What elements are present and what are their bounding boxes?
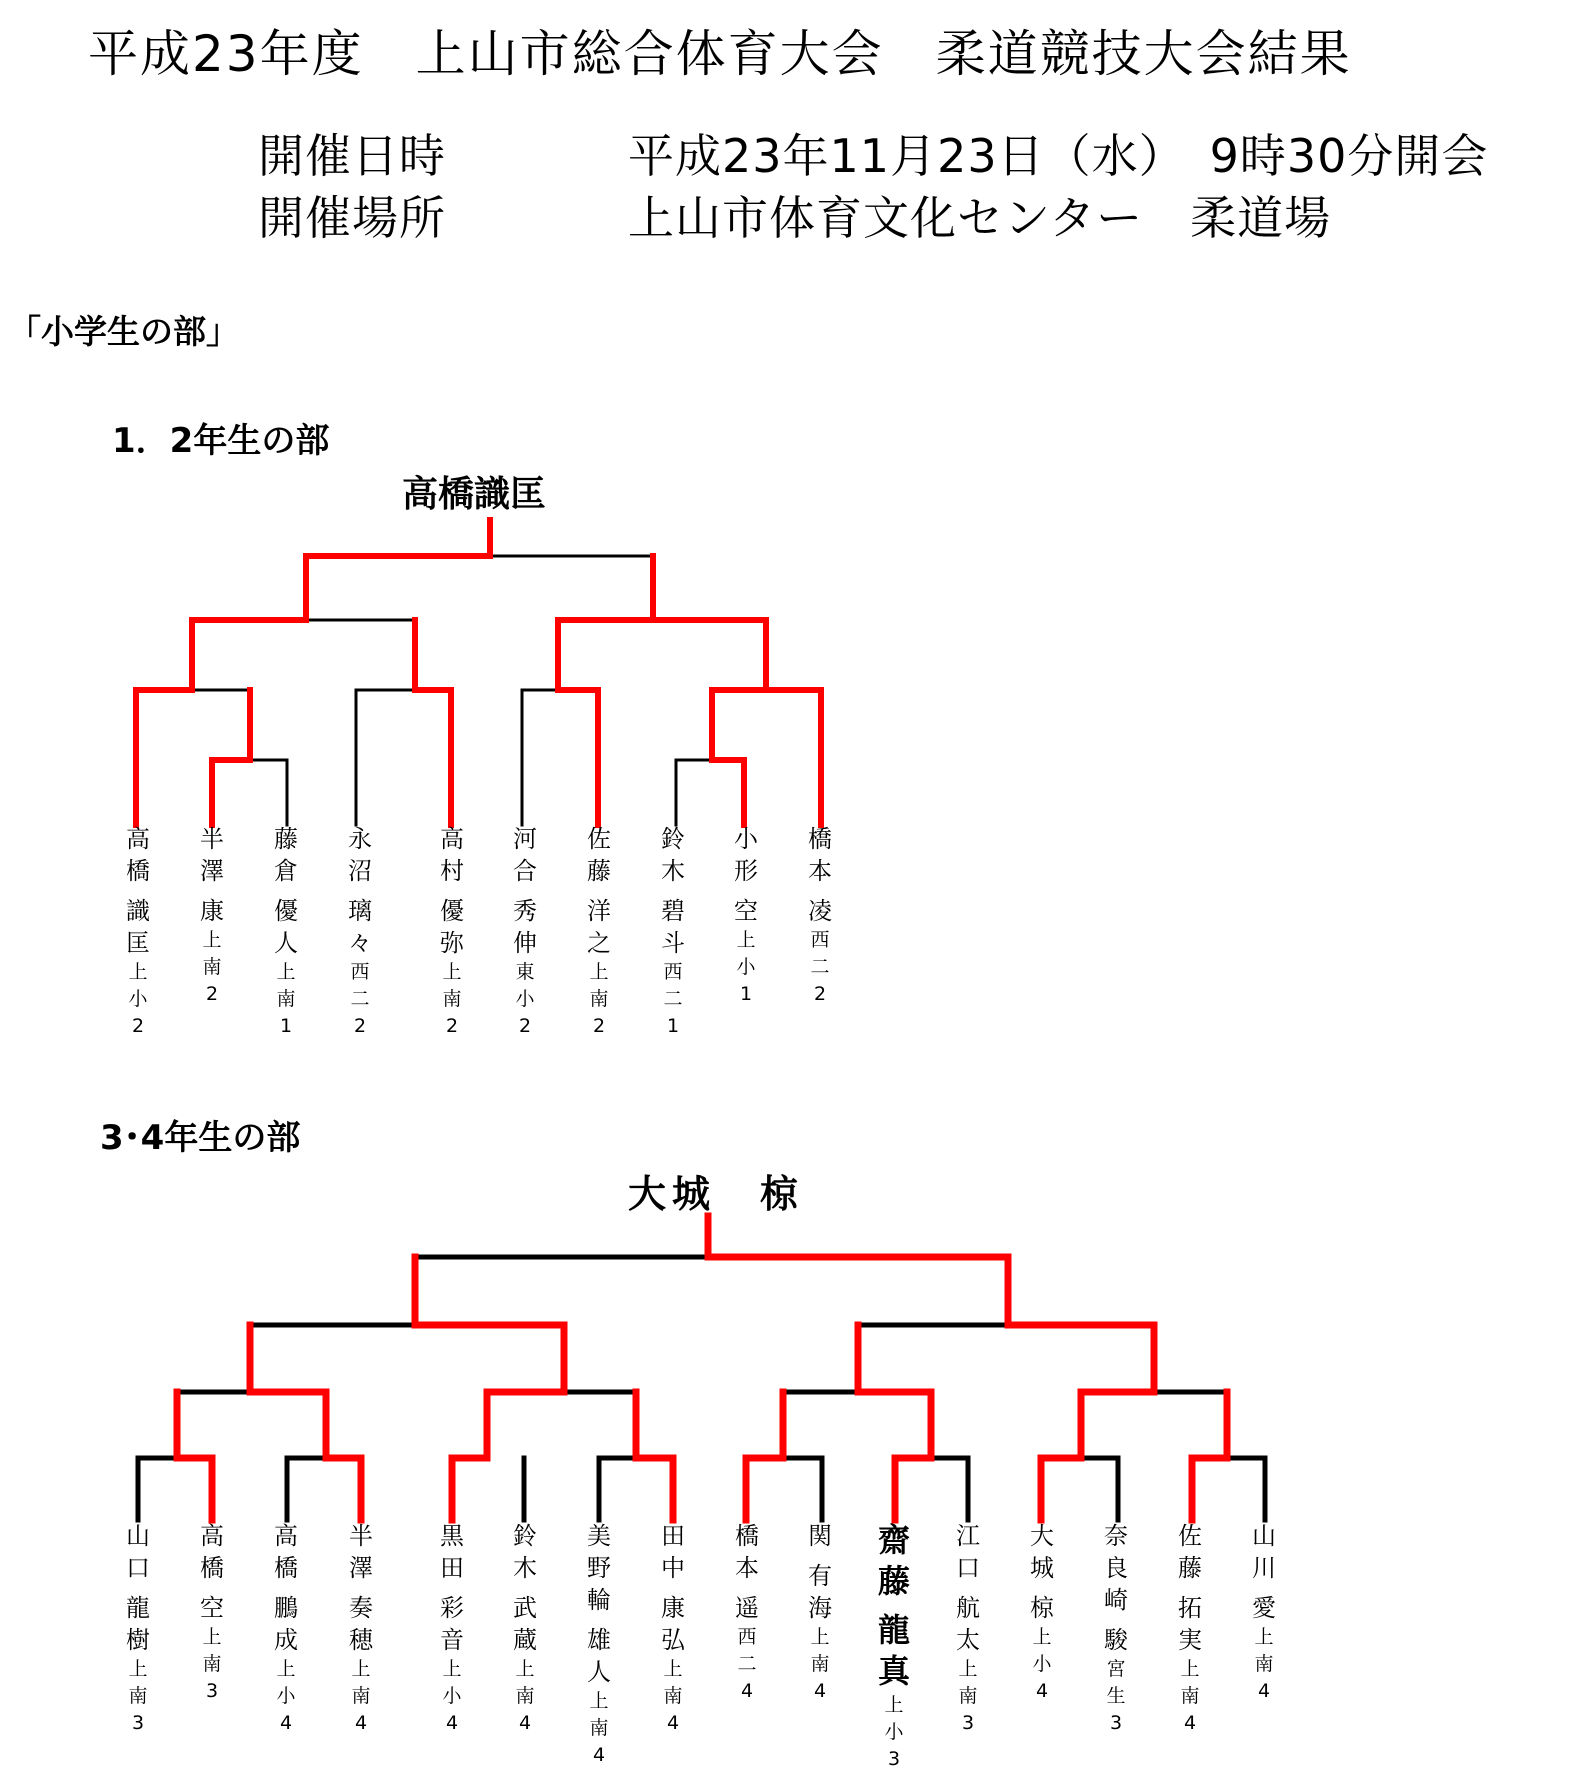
grade34-school-char: 上 xyxy=(589,1690,609,1712)
grade34-winner: 大城 椋 xyxy=(628,1172,805,1216)
grade12-school-char: 小 xyxy=(736,956,756,978)
grade34-name-char: 齋 xyxy=(877,1521,910,1559)
grade34-school-char: 南 xyxy=(663,1685,683,1707)
grade12-name-char: 空 xyxy=(734,897,758,925)
grade34-name-char: 真 xyxy=(877,1652,910,1690)
page-title: 平成23年度 上山市総合体育大会 柔道競技大会結果 xyxy=(88,25,1352,83)
grade34-name-char: 鈴 xyxy=(513,1522,537,1550)
grade34-school-char: 3 xyxy=(887,1748,901,1770)
bracket-line-22 xyxy=(1192,1392,1227,1520)
grade34-school-char: 上 xyxy=(663,1658,683,1680)
grade12-name-char: 藤 xyxy=(274,825,298,853)
grade34-school-char: 南 xyxy=(351,1685,371,1707)
grade12-school-char: 南 xyxy=(202,956,222,978)
grade12-name-char: 橋 xyxy=(808,825,832,853)
grade12-name-char: 璃 xyxy=(348,897,372,925)
grade34-name-char: 口 xyxy=(126,1554,150,1582)
grade34-player xyxy=(1012,1520,1072,1705)
bracket-line-3 xyxy=(599,1458,642,1520)
grade34-school-char: 3 xyxy=(1109,1712,1123,1734)
grade34-name-char: 穂 xyxy=(349,1626,373,1654)
grade34-name-char: 山 xyxy=(126,1522,150,1550)
grade12-school-char: 2 xyxy=(205,983,219,1005)
grade12-school-char: 1 xyxy=(666,1015,680,1037)
grade34-school-char: 二 xyxy=(737,1653,757,1675)
grade12-name-char: 之 xyxy=(587,929,611,957)
grade34-name-char: 奏 xyxy=(349,1594,373,1622)
grade12-school-char: 2 xyxy=(353,1015,367,1037)
grade34-name-char: 椋 xyxy=(1030,1594,1054,1622)
grade34-name-char: 愛 xyxy=(1252,1594,1276,1622)
grade12-name-char: 々 xyxy=(348,929,372,957)
bracket-line-14 xyxy=(1227,1458,1265,1520)
grade12-name-char: 村 xyxy=(440,857,464,885)
grade12-name-char: 橋 xyxy=(126,857,150,885)
grade12-name-char: 藤 xyxy=(587,857,611,885)
grade12-school-char: 南 xyxy=(442,988,462,1010)
grade34-name-char: 口 xyxy=(956,1554,980,1582)
grade34-name-gap xyxy=(331,1584,391,1592)
grade34-name-char: 本 xyxy=(735,1554,759,1582)
grade34-player xyxy=(331,1520,391,1737)
grade34-school-char: 4 xyxy=(279,1712,293,1734)
grade34-school-char: 上 xyxy=(1254,1626,1274,1648)
grade34-name-char: 山 xyxy=(1252,1522,1276,1550)
grade12-name-char: 人 xyxy=(274,929,298,957)
grade34-name-char: 木 xyxy=(513,1554,537,1582)
grade12-school-char: 上 xyxy=(589,961,609,983)
grade34-name-gap xyxy=(717,1584,777,1592)
bracket-line-16 xyxy=(250,1325,361,1520)
grade34-name-char: 関 xyxy=(808,1522,832,1550)
grade34-name-gap xyxy=(182,1584,242,1592)
grade34-name-char: 田 xyxy=(440,1554,464,1582)
grade34-school-char: 南 xyxy=(202,1653,222,1675)
grade34-heading: 3･4年生の部 xyxy=(100,1118,301,1158)
venue-label: 開催場所 xyxy=(258,191,446,245)
grade34-school-char: 小 xyxy=(276,1685,296,1707)
grade34-player xyxy=(108,1520,168,1737)
date-value: 平成23年11月23日（水） 9時30分開会 xyxy=(628,129,1489,183)
grade34-name-char: 美 xyxy=(587,1522,611,1550)
grade34-school-char: 南 xyxy=(128,1685,148,1707)
grade34-school-char: 上 xyxy=(958,1658,978,1680)
grade34-school-char: 3 xyxy=(961,1712,975,1734)
grade12-name-char: 秀 xyxy=(513,897,537,925)
grade34-school-char: 南 xyxy=(1180,1685,1200,1707)
grade34-school-char: 3 xyxy=(205,1680,219,1702)
grade34-name-char: 藤 xyxy=(1178,1554,1202,1582)
grade34-player xyxy=(569,1520,629,1769)
bracket-line-0 xyxy=(138,1458,177,1520)
grade12-name-char: 弥 xyxy=(440,929,464,957)
grade34-school-char: 小 xyxy=(442,1685,462,1707)
bracket-line-5 xyxy=(931,1458,968,1520)
grade12-school-char: 上 xyxy=(276,961,296,983)
grade12-heading: 1．2年生の部 xyxy=(112,421,330,461)
grade34-school-char: 上 xyxy=(442,1658,462,1680)
grade34-name-char: 遥 xyxy=(735,1594,759,1622)
grade34-school-char: 4 xyxy=(518,1712,532,1734)
grade34-player xyxy=(422,1520,482,1737)
grade34-name-gap xyxy=(938,1584,998,1592)
grade12-school-char: 二 xyxy=(350,988,370,1010)
grade34-name-char: 拓 xyxy=(1178,1594,1202,1622)
bracket-line-21 xyxy=(708,1216,1154,1520)
grade34-name-char: 良 xyxy=(1104,1554,1128,1582)
grade12-name-char: 識 xyxy=(126,897,150,925)
grade12-name-char: 佐 xyxy=(587,825,611,853)
grade34-school-char: 4 xyxy=(354,1712,368,1734)
grade34-name-char: 橋 xyxy=(735,1522,759,1550)
grade12-winner: 高橋識匡 xyxy=(402,474,547,515)
grade34-name-gap xyxy=(569,1616,629,1624)
grade34-name-char: 音 xyxy=(440,1626,464,1654)
grade12-school-char: 南 xyxy=(589,988,609,1010)
grade34-name-char: 康 xyxy=(661,1594,685,1622)
grade34-name-char: 武 xyxy=(513,1594,537,1622)
grade34-player xyxy=(717,1520,777,1705)
grade34-player xyxy=(938,1520,998,1737)
grade12-name-char: 斗 xyxy=(661,929,685,957)
grade34-school-char: 上 xyxy=(810,1626,830,1648)
grade34-school-char: 4 xyxy=(445,1712,459,1734)
grade34-name-char: 龍 xyxy=(877,1611,910,1649)
grade12-name-char: 高 xyxy=(126,825,150,853)
grade34-school-char: 4 xyxy=(1183,1712,1197,1734)
grade34-school-char: 上 xyxy=(276,1658,296,1680)
grade34-school-char: 宮 xyxy=(1106,1658,1126,1680)
grade12-school-char: 1 xyxy=(739,983,753,1005)
grade34-name-char: 雄 xyxy=(587,1626,611,1654)
grade12-school-char: 2 xyxy=(518,1015,532,1037)
grade34-name-char: 高 xyxy=(274,1522,298,1550)
grade12-school-char: 上 xyxy=(736,929,756,951)
grade34-school-char: 西 xyxy=(737,1626,757,1648)
grade34-name-char: 蔵 xyxy=(513,1626,537,1654)
grade12-school-char: 二 xyxy=(663,988,683,1010)
grade34-name-gap xyxy=(864,1602,924,1610)
grade12-name-char: 優 xyxy=(440,897,464,925)
grade34-name-char: 実 xyxy=(1178,1626,1202,1654)
grade34-name-char: 黒 xyxy=(440,1522,464,1550)
bracket-line-20 xyxy=(858,1325,931,1520)
grade12-school-char: 2 xyxy=(813,983,827,1005)
grade12-name-char: 木 xyxy=(661,857,685,885)
grade12-name-char: 凌 xyxy=(808,897,832,925)
bracket-line-13 xyxy=(1081,1458,1118,1520)
bracket-line-18 xyxy=(636,1392,673,1520)
grade34-player xyxy=(790,1520,850,1705)
grade34-school-char: 4 xyxy=(1035,1680,1049,1702)
grade34-name-char: 崎 xyxy=(1104,1586,1128,1614)
grade12-school-char: 小 xyxy=(128,988,148,1010)
grade12-name-char: 高 xyxy=(440,825,464,853)
grade34-school-char: 上 xyxy=(351,1658,371,1680)
grade34-school-char: 生 xyxy=(1106,1685,1126,1707)
grade34-player xyxy=(864,1520,924,1773)
grade34-name-char: 航 xyxy=(956,1594,980,1622)
grade34-school-char: 3 xyxy=(131,1712,145,1734)
grade34-name-char: 太 xyxy=(956,1626,980,1654)
grade34-name-gap xyxy=(1086,1616,1146,1624)
grade12-school-char: 西 xyxy=(663,961,683,983)
grade34-name-char: 成 xyxy=(274,1626,298,1654)
grade34-name-char: 藤 xyxy=(877,1562,910,1600)
grade34-school-char: 南 xyxy=(589,1717,609,1739)
grade34-name-char: 澤 xyxy=(349,1554,373,1582)
grade12-school-char: 2 xyxy=(131,1015,145,1037)
grade34-name-char: 高 xyxy=(200,1522,224,1550)
grade34-name-char: 奈 xyxy=(1104,1522,1128,1550)
grade34-player xyxy=(1086,1520,1146,1737)
grade12-name-char: 康 xyxy=(200,897,224,925)
grade34-name-char: 川 xyxy=(1252,1554,1276,1582)
grade34-school-char: 上 xyxy=(884,1694,904,1716)
grade34-name-char: 弘 xyxy=(661,1626,685,1654)
grade12-name-char: 形 xyxy=(734,857,758,885)
grade34-name-gap xyxy=(108,1584,168,1592)
grade34-player xyxy=(182,1520,242,1705)
grade34-name-char: 輪 xyxy=(587,1586,611,1614)
grade12-name-char: 合 xyxy=(513,857,537,885)
grade34-school-char: 4 xyxy=(813,1680,827,1702)
grade34-player xyxy=(256,1520,316,1737)
grade12-name-char: 洋 xyxy=(587,897,611,925)
grade34-school-char: 上 xyxy=(1180,1658,1200,1680)
venue-value: 上山市体育文化センター 柔道場 xyxy=(628,191,1332,245)
grade34-name-gap xyxy=(1160,1584,1220,1592)
bracket-line-1 xyxy=(287,1458,326,1520)
grade12-school-char: 上 xyxy=(202,929,222,951)
grade34-name-char: 橋 xyxy=(200,1554,224,1582)
grade34-school-char: 上 xyxy=(128,1658,148,1680)
grade12-name-char: 伸 xyxy=(513,929,537,957)
grade34-name-gap xyxy=(422,1584,482,1592)
grade34-name-char: 城 xyxy=(1030,1554,1054,1582)
grade34-school-char: 4 xyxy=(592,1744,606,1766)
grade34-name-char: 人 xyxy=(587,1658,611,1686)
grade34-name-gap xyxy=(1012,1584,1072,1592)
grade12-name-char: 本 xyxy=(808,857,832,885)
grade12-school-char: 2 xyxy=(592,1015,606,1037)
grade12-school-char: 西 xyxy=(810,929,830,951)
grade34-name-char: 有 xyxy=(808,1562,832,1590)
grade34-name-char: 海 xyxy=(808,1594,832,1622)
grade34-name-gap xyxy=(1234,1584,1294,1592)
grade12-name-char: 河 xyxy=(513,825,537,853)
grade12-school-char: 上 xyxy=(442,961,462,983)
grade12-name-char: 澤 xyxy=(200,857,224,885)
bracket-line-17 xyxy=(415,1257,564,1520)
grade12-name-char: 碧 xyxy=(661,897,685,925)
grade12-name-char: 小 xyxy=(734,825,758,853)
grade34-name-char: 彩 xyxy=(440,1594,464,1622)
grade34-player xyxy=(643,1520,703,1737)
grade12-name-char: 倉 xyxy=(274,857,298,885)
grade12-school-char: 2 xyxy=(445,1015,459,1037)
grade34-name-char: 野 xyxy=(587,1554,611,1582)
grade12-school-char: 西 xyxy=(350,961,370,983)
grade34-name-char: 鵬 xyxy=(274,1594,298,1622)
section-title: 「小学生の部」 xyxy=(8,312,239,351)
grade34-name-char: 半 xyxy=(349,1522,373,1550)
grade12-school-char: 1 xyxy=(279,1015,293,1037)
grade34-school-char: 4 xyxy=(740,1680,754,1702)
grade12-school-char: 小 xyxy=(515,988,535,1010)
grade34-school-char: 上 xyxy=(1032,1626,1052,1648)
grade34-school-char: 南 xyxy=(515,1685,535,1707)
bracket-line-4 xyxy=(783,1458,822,1520)
grade34-name-char: 橋 xyxy=(274,1554,298,1582)
grade34-school-char: 4 xyxy=(666,1712,680,1734)
grade12-school-char: 東 xyxy=(515,961,535,983)
grade12-name-char: 沼 xyxy=(348,857,372,885)
grade34-school-char: 上 xyxy=(202,1626,222,1648)
grade12-name-char: 優 xyxy=(274,897,298,925)
date-label: 開催日時 xyxy=(258,129,446,183)
grade12-name-char: 鈴 xyxy=(661,825,685,853)
grade12-school-char: 二 xyxy=(810,956,830,978)
grade34-player xyxy=(495,1520,555,1737)
grade12-school-char: 南 xyxy=(276,988,296,1010)
grade12-school-char: 上 xyxy=(128,961,148,983)
grade34-player xyxy=(1160,1520,1220,1737)
grade34-school-char: 小 xyxy=(884,1721,904,1743)
grade34-name-char: 龍 xyxy=(126,1594,150,1622)
grade34-name-char: 佐 xyxy=(1178,1522,1202,1550)
grade12-name-char: 半 xyxy=(200,825,224,853)
grade34-name-gap xyxy=(790,1552,850,1560)
grade34-name-char: 空 xyxy=(200,1594,224,1622)
grade34-name-char: 駿 xyxy=(1104,1626,1128,1654)
grade34-school-char: 上 xyxy=(515,1658,535,1680)
grade34-school-char: 南 xyxy=(958,1685,978,1707)
grade12-name-char: 永 xyxy=(348,825,372,853)
grade34-school-char: 小 xyxy=(1032,1653,1052,1675)
grade34-name-gap xyxy=(643,1584,703,1592)
grade34-player xyxy=(1234,1520,1294,1705)
grade34-school-char: 南 xyxy=(1254,1653,1274,1675)
grade34-name-char: 樹 xyxy=(126,1626,150,1654)
grade34-school-char: 南 xyxy=(810,1653,830,1675)
grade34-name-char: 江 xyxy=(956,1522,980,1550)
grade34-name-char: 大 xyxy=(1030,1522,1054,1550)
grade34-name-gap xyxy=(256,1584,316,1592)
grade34-name-char: 中 xyxy=(661,1554,685,1582)
grade34-school-char: 4 xyxy=(1257,1680,1271,1702)
bracket-line-19 xyxy=(746,1392,783,1520)
grade34-name-char: 田 xyxy=(661,1522,685,1550)
bracket-line-15 xyxy=(177,1392,212,1520)
grade34-name-gap xyxy=(495,1584,555,1592)
grade12-name-char: 匡 xyxy=(126,929,150,957)
